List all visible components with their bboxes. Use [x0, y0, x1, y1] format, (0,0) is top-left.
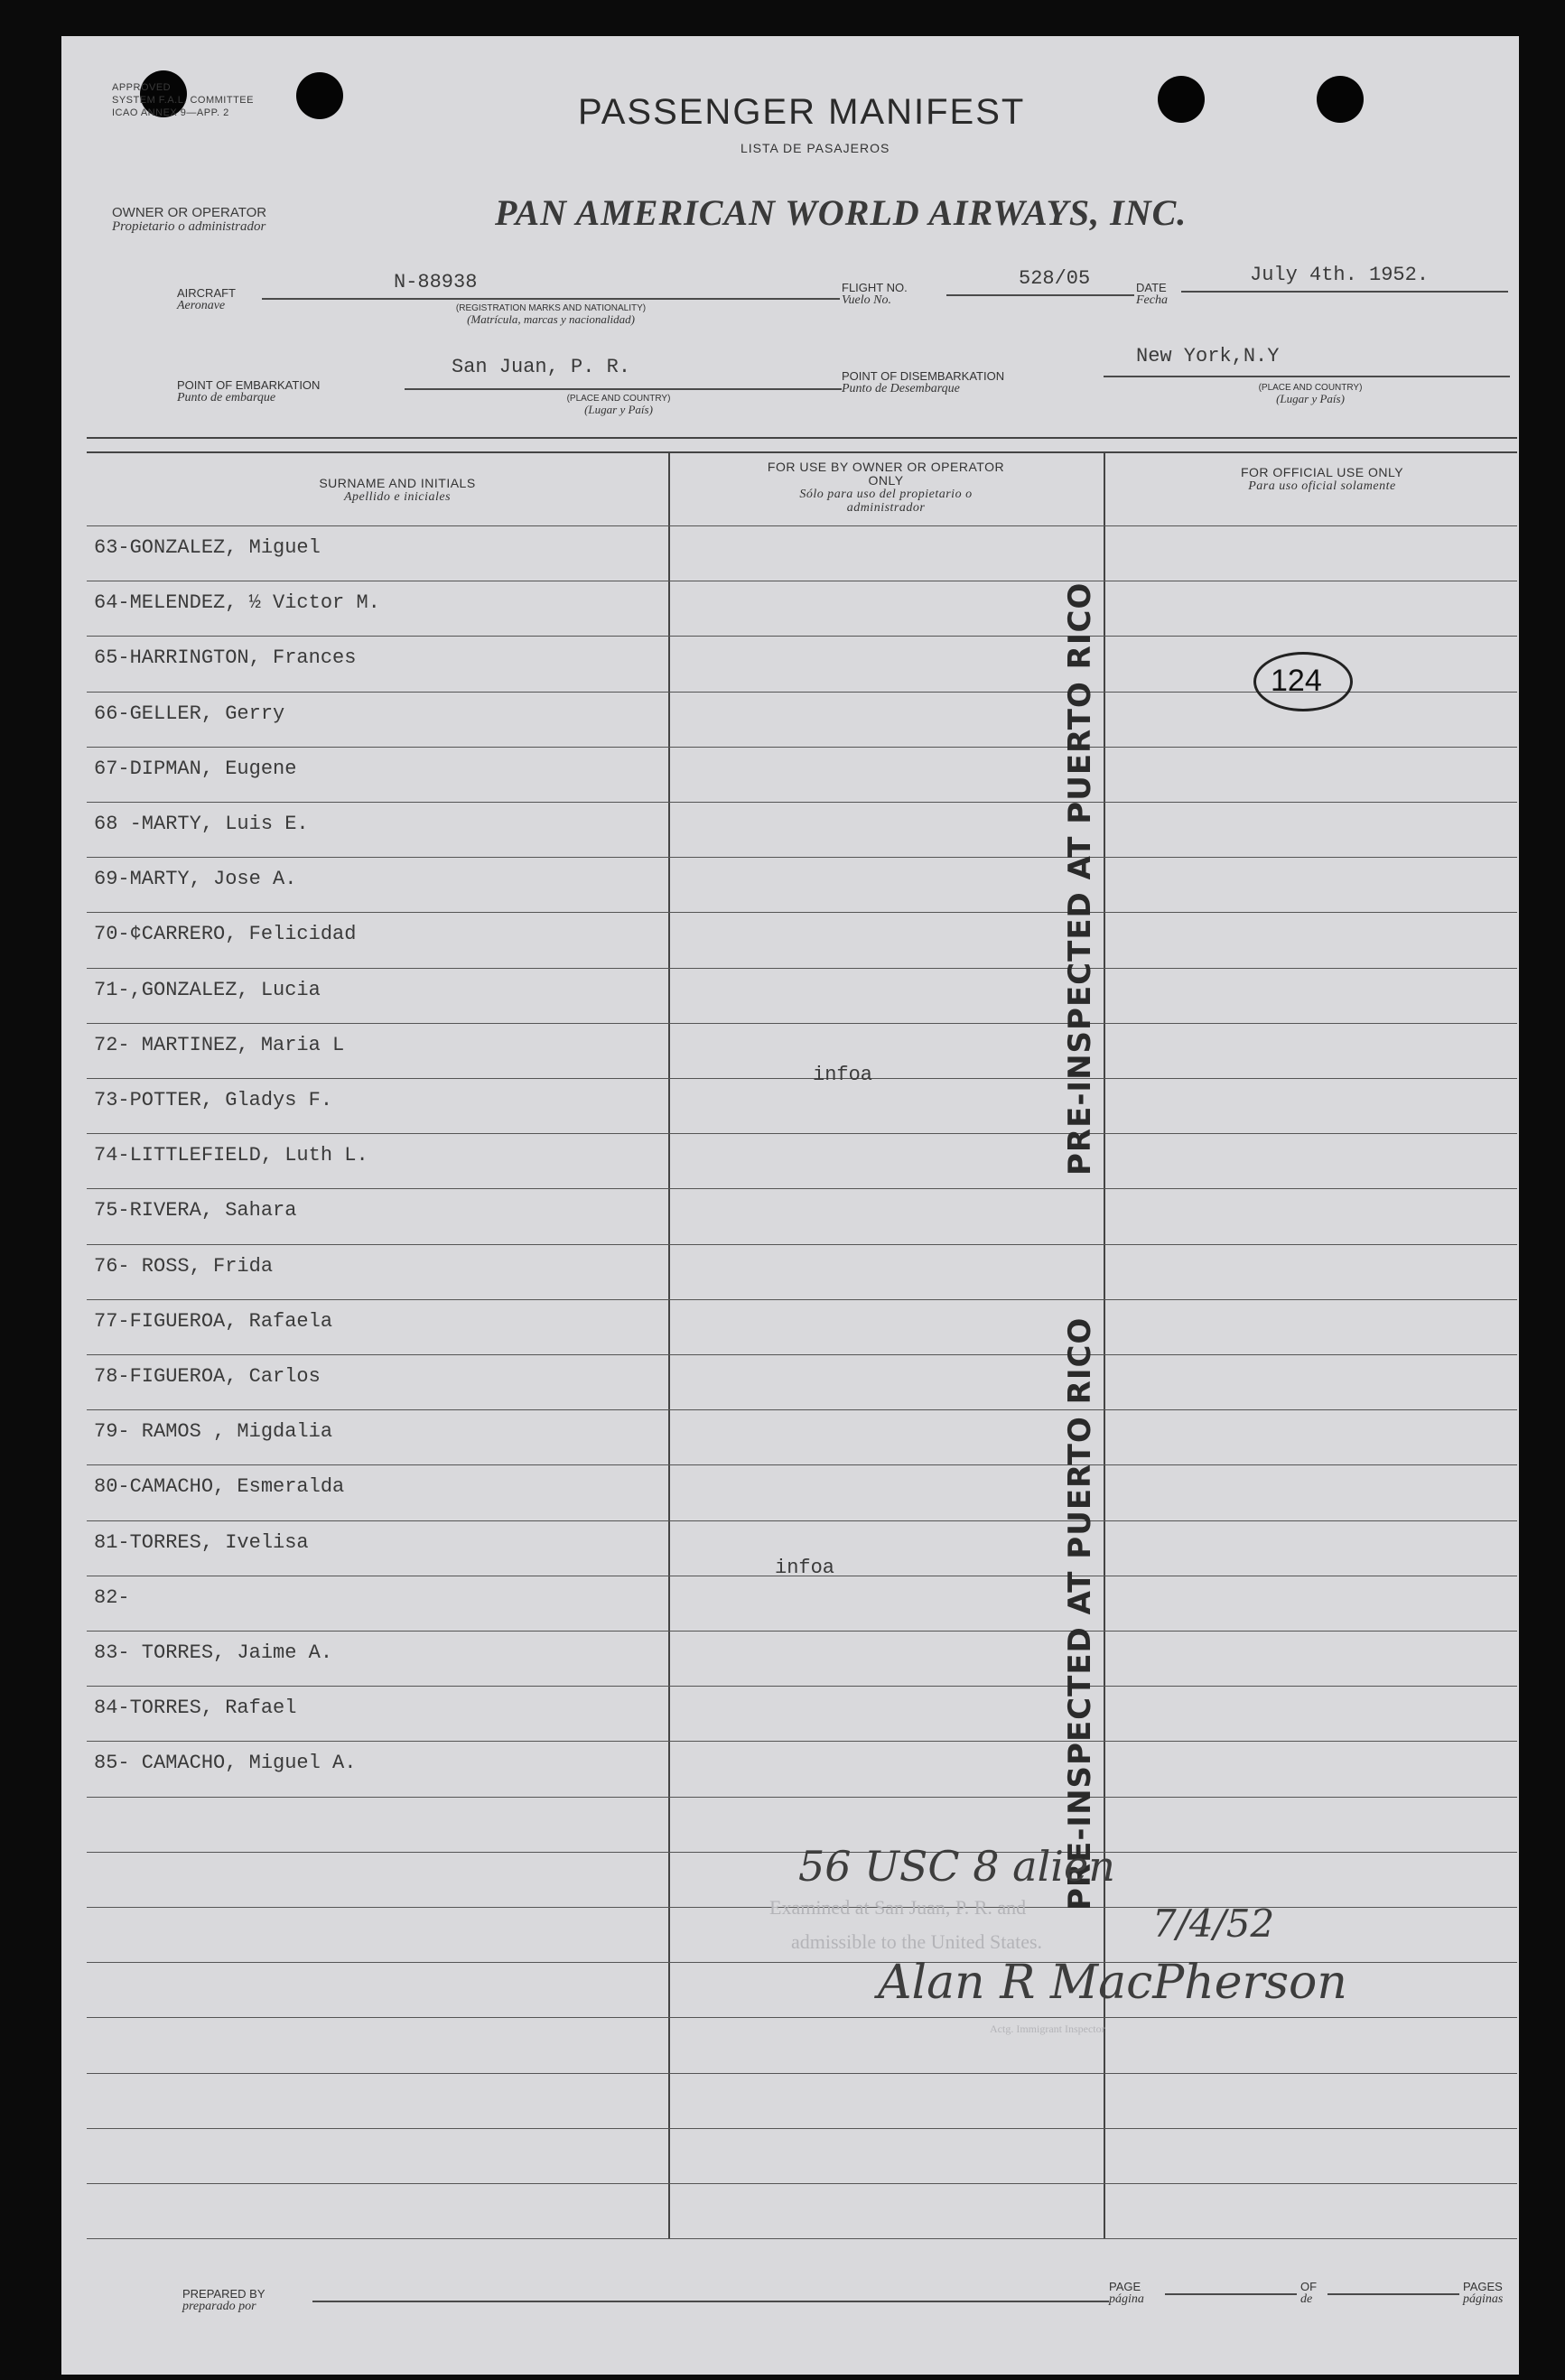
passenger-name: 66-GELLER, Gerry: [94, 702, 285, 725]
aircraft-label: [177, 287, 236, 312]
table-row-rule: [87, 2183, 1517, 2184]
table-row-rule: [87, 747, 1517, 748]
aircraft-caption: [388, 303, 713, 327]
passenger-name: 77-FIGUEROA, Rafaela: [94, 1310, 333, 1333]
table-row-rule: [87, 1133, 1517, 1134]
table-row-rule: [87, 1797, 1517, 1798]
table-row-rule: [87, 1188, 1517, 1189]
owner-label: [112, 206, 266, 234]
inspector-signature: Alan R MacPherson: [878, 1956, 1347, 2010]
table-row-rule: [87, 1354, 1517, 1355]
inspector-caption: Actg. Immigrant Inspector: [990, 2022, 1105, 2035]
disembarkation-label-es: Punto de Desembarque: [842, 382, 960, 395]
pre-inspection-stamp: PRE-INSPECTED AT PUERTO RICO: [1062, 1316, 1098, 1911]
passenger-name: 64-MELENDEZ, ½ Victor M.: [94, 591, 380, 614]
page-title: PASSENGER MANIFEST: [578, 92, 1026, 132]
table-row-rule: [87, 636, 1517, 637]
passenger-name: 84-TORRES, Rafael: [94, 1697, 297, 1719]
disembarkation-caption-en: (PLACE AND COUNTRY): [1258, 383, 1363, 393]
date-line: [1181, 291, 1508, 293]
owner-note: infoa: [813, 1064, 873, 1086]
inspection-printed-line: admissible to the United States.: [791, 1930, 1043, 1953]
passenger-name: 79- RAMOS , Migdalia: [94, 1420, 333, 1443]
passenger-name: 69-MARTY, Jose A.: [94, 868, 297, 890]
passenger-name: 74-LITTLEFIELD, Luth L.: [94, 1144, 368, 1167]
flight-value: 528/05: [1019, 267, 1091, 290]
passenger-name: 71-,GONZALEZ, Lucia: [94, 979, 321, 1001]
passenger-name: 80-CAMACHO, Esmeralda: [94, 1475, 345, 1498]
owner-label-es: Propietario o administrador: [112, 219, 266, 234]
punch-hole: [296, 72, 343, 119]
pages-label: [1463, 2281, 1503, 2306]
table-row-rule: [87, 1023, 1517, 1024]
operator-name: PAN AMERICAN WORLD AIRWAYS, INC.: [495, 192, 1188, 233]
aircraft-label-en: AIRCRAFT: [177, 286, 236, 300]
passenger-name: 78-FIGUEROA, Carlos: [94, 1365, 321, 1388]
approval-line: SYSTEM F.A.L. COMMITTEE: [112, 95, 254, 106]
date-value: July 4th. 1952.: [1250, 264, 1430, 286]
column-header-owner: [764, 460, 1008, 515]
aircraft-line: [262, 298, 840, 300]
passenger-name: 85- CAMACHO, Miguel A.: [94, 1752, 357, 1774]
of-label-es: de: [1300, 2292, 1313, 2306]
column-header-surname-en: SURNAME AND INITIALS: [319, 476, 476, 490]
column-header-official-es: Para uso oficial solamente: [1248, 479, 1396, 493]
disembarkation-label: [842, 370, 1004, 395]
page-line: [1165, 2293, 1297, 2295]
aircraft-caption-en: (REGISTRATION MARKS AND NATIONALITY): [455, 303, 647, 313]
date-label: [1136, 282, 1168, 307]
embarkation-label-en: POINT OF EMBARKATION: [177, 378, 321, 392]
page-label-es: página: [1109, 2292, 1144, 2306]
embarkation-label: [177, 379, 320, 404]
of-label: [1300, 2281, 1317, 2306]
table-row-rule: [87, 1520, 1517, 1521]
table-row-rule: [87, 968, 1517, 969]
disembarkation-value: New York,N.Y: [1136, 345, 1280, 367]
page-label: [1109, 2281, 1144, 2306]
table-row-rule: [87, 1078, 1517, 1079]
date-label-en: DATE: [1136, 281, 1167, 294]
date-label-es: Fecha: [1136, 293, 1168, 307]
table-row-rule: [87, 2017, 1517, 2018]
approval-note: [112, 81, 254, 119]
prepared-by-line: [312, 2301, 1109, 2302]
disembarkation-line: [1104, 376, 1510, 377]
aircraft-label-es: Aeronave: [177, 299, 226, 312]
prepared-by-label-en: PREPARED BY: [182, 2287, 265, 2301]
passenger-name: 73-POTTER, Gladys F.: [94, 1089, 333, 1111]
of-line: [1327, 2293, 1459, 2295]
owner-note: infoa: [775, 1557, 835, 1579]
table-row-rule: [87, 912, 1517, 913]
column-header-official-en: FOR OFFICIAL USE ONLY: [1240, 465, 1404, 479]
passenger-name: 63-GONZALEZ, Miguel: [94, 536, 321, 559]
flight-line: [946, 294, 1134, 296]
passenger-name: 67-DIPMAN, Eugene: [94, 758, 297, 780]
flight-label-en: FLIGHT NO.: [842, 281, 908, 294]
embarkation-label-es: Punto de embarque: [177, 391, 276, 404]
table-top-rule: [87, 437, 1517, 439]
table-row-rule: [87, 857, 1517, 858]
table-row-rule: [87, 1686, 1517, 1687]
table-row-rule: [87, 2238, 1517, 2239]
passenger-name: 76- ROSS, Frida: [94, 1255, 274, 1278]
table-row-rule: [87, 1464, 1517, 1465]
disembarkation-label-en: POINT OF DISEMBARKATION: [842, 369, 1005, 383]
disembarkation-caption-es: (Lugar y País): [1276, 392, 1345, 405]
handwritten-date: 7/4/52: [1152, 1901, 1275, 1946]
flight-label: [842, 282, 908, 307]
table-row-rule: [87, 2128, 1517, 2129]
table-row-rule: [87, 1299, 1517, 1300]
pages-label-en: PAGES: [1463, 2280, 1503, 2293]
embarkation-caption: [533, 394, 704, 417]
handwritten-annotation: 56 USC 8 alien: [798, 1842, 1115, 1891]
table-row-rule: [87, 1741, 1517, 1742]
passenger-name: 65-HARRINGTON, Frances: [94, 646, 357, 669]
passenger-name: 70-¢CARRERO, Felicidad: [94, 923, 357, 945]
embarkation-caption-en: (PLACE AND COUNTRY): [566, 394, 671, 404]
table-row-rule: [87, 1409, 1517, 1410]
table-row-rule: [87, 802, 1517, 803]
column-header-surname-es: Apellido e iniciales: [343, 490, 452, 504]
table-row-rule: [87, 1244, 1517, 1245]
pre-inspection-stamp: PRE-INSPECTED AT PUERTO RICO: [1062, 581, 1098, 1176]
embarkation-value: San Juan, P. R.: [452, 356, 631, 378]
passenger-name: 81-TORRES, Ivelisa: [94, 1531, 309, 1554]
passenger-name: 82-: [94, 1586, 130, 1609]
aircraft-value: N-88938: [394, 271, 478, 293]
passenger-name: 68 -MARTY, Luis E.: [94, 813, 309, 835]
punch-hole: [1317, 76, 1364, 123]
disembarkation-caption: [1225, 383, 1396, 406]
punch-hole: [1158, 76, 1205, 123]
flight-label-es: Vuelo No.: [842, 293, 891, 307]
column-divider: [668, 451, 670, 2239]
official-count-mark: [1253, 652, 1353, 711]
of-label-en: OF: [1300, 2280, 1318, 2293]
column-header-official: [1187, 466, 1458, 493]
prepared-by-label: [182, 2288, 265, 2313]
passenger-name: 75-RIVERA, Sahara: [94, 1199, 297, 1222]
owner-label-en: OWNER OR OPERATOR: [112, 205, 267, 220]
column-header-owner-es: Sólo para uso del propietario o administrador: [799, 488, 973, 515]
inspection-printed-line: Examined at San Juan, P. R. and: [769, 1896, 1027, 1919]
embarkation-caption-es: (Lugar y País): [584, 403, 653, 416]
approval-line: APPROVED: [112, 82, 172, 93]
page-label-en: PAGE: [1109, 2280, 1141, 2293]
table-row-rule: [87, 525, 1517, 526]
embarkation-line: [405, 388, 842, 390]
table-row-rule: [87, 2073, 1517, 2074]
column-header-owner-en: FOR USE BY OWNER OR OPERATOR ONLY: [767, 460, 1005, 488]
column-header-surname: [253, 477, 542, 504]
passenger-name: 83- TORRES, Jaime A.: [94, 1641, 333, 1664]
aircraft-caption-es: (Matrícula, marcas y nacionalidad): [467, 312, 635, 326]
pages-label-es: páginas: [1463, 2292, 1504, 2306]
prepared-by-label-es: preparado por: [182, 2300, 256, 2313]
approval-line: ICAO ANNEX 9—APP. 2: [112, 107, 229, 118]
passenger-name: 72- MARTINEZ, Maria L: [94, 1034, 345, 1056]
page-subtitle: LISTA DE PASAJEROS: [741, 141, 890, 155]
table-row-rule: [87, 1631, 1517, 1632]
table-top-rule: [87, 451, 1517, 453]
official-count-value: 124: [1271, 664, 1322, 698]
